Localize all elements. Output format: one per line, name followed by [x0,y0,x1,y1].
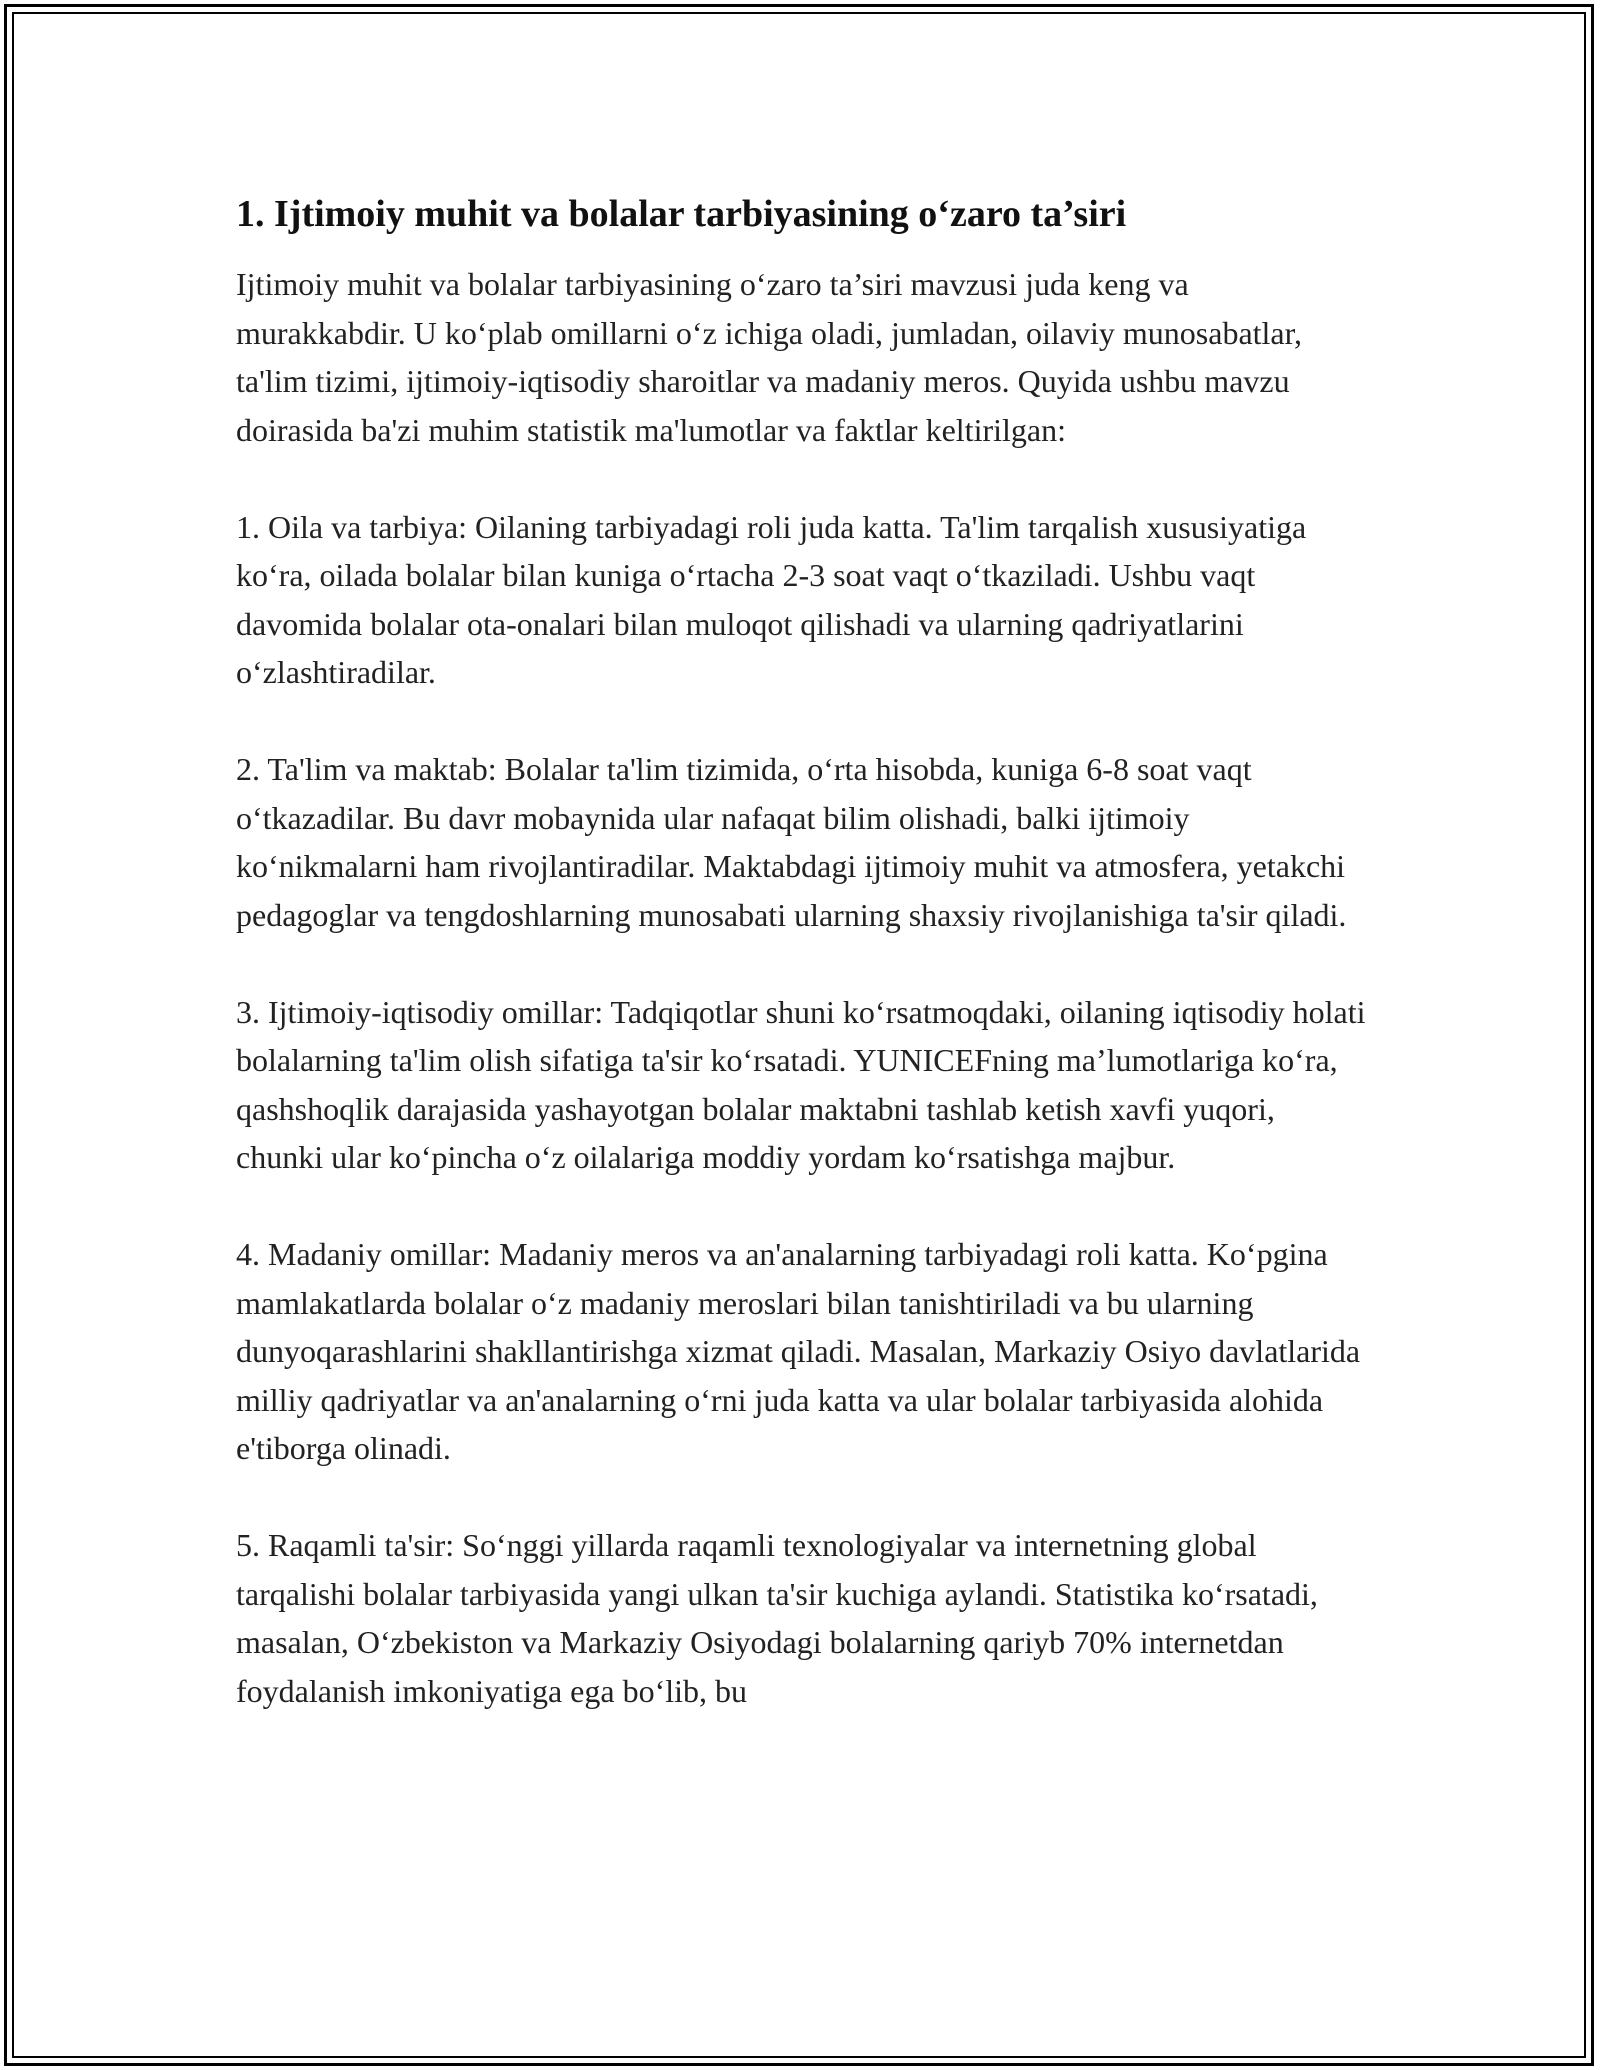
paragraph-education-school: 2. Ta'lim va maktab: Bolalar ta'lim tizimida, o‘rta hisobda, kuniga 6-8 soat vaqt o‘tkazadilar. Bu davr mobaynida ular nafaqat bilim olishadi, balki ijtimoiy ko‘nikmalarni ham rivojlantiradilar. Maktabdagi ijtimoiy muhit va atmosfera, yetakchi pedagoglar va tengdoshlarning munosabati ularning shaxsiy rivojlanishiga ta'sir qiladi. [236,751,1347,933]
intro-paragraph: Ijtimoiy muhit va bolalar tarbiyasining o‘zaro ta’siri mavzusi juda keng va murakkabdir. U ko‘plab omillarni o‘z ichiga oladi, jumladan, oilaviy munosabatlar, ta'lim tizimi, ijtimoiy-iqtisodiy sharoitlar va madaniy meros. Quyida ushbu mavzu doirasida ba'zi muhim statistik ma'lumotlar va faktlar keltirilgan: [236,266,1302,448]
paragraph-socioeconomic-factors: 3. Ijtimoiy-iqtisodiy omillar: Tadqiqotlar shuni ko‘rsatmoqdaki, oilaning iqtisodiy holati bolalarning ta'lim olish sifatiga ta'sir ko‘rsatadi. YUNICEFning ma’lumotlariga ko‘ra, qashshoqlik darajasida yashayotgan bolalar maktabni tashlab ketish xavfi yuqori, chunki ular ko‘pincha o‘z oilalariga moddiy yordam ko‘rsatishga majbur. [236,993,1366,1175]
paragraph-family-upbringing: 1. Oila va tarbiya: Oilaning tarbiyadagi roli juda katta. Ta'lim tarqalish xususiyatiga ko‘ra, oilada bolalar bilan kuniga o‘rtacha 2-3 soat vaqt o‘tkaziladi. Ushbu vaqt davomida bolalar ota-onalari bilan muloqot qilishadi va ularning qadriyatlarini o‘zlashtiradilar. [236,508,1307,690]
paragraph-cultural-factors: 4. Madaniy omillar: Madaniy meros va an'analarning tarbiyadagi roli katta. Ko‘pgina mamlakatlarda bolalar o‘z madaniy meroslari bilan tanishtiriladi va bu ularning dunyoqarashlarini shakllantirishga xizmat qiladi. Masalan, Markaziy Osiyo davlatlarida milliy qadriyatlar va an'analarning o‘rni juda katta va ular bolalar tarbiyasida alohida e'tiborga olinadi. [236,1236,1361,1466]
document-title: 1. Ijtimoiy muhit va bolalar tarbiyasining o‘zaro ta’siri [236,193,1127,235]
paragraph-digital-influence: 5. Raqamli ta'sir: So‘nggi yillarda raqamli texnologiyalar va internetning global tarqalishi bolalar tarbiyasida yangi ulkan ta'sir kuchiga aylandi. Statistika ko‘rsatadi, masalan, O‘zbekiston va Markaziy Osiyodagi bolalarning qariyb 70% internetdan foydalanish imkoniyatiga ega bo‘lib, bu [236,1527,1318,1709]
document-body [236,186,1366,1715]
